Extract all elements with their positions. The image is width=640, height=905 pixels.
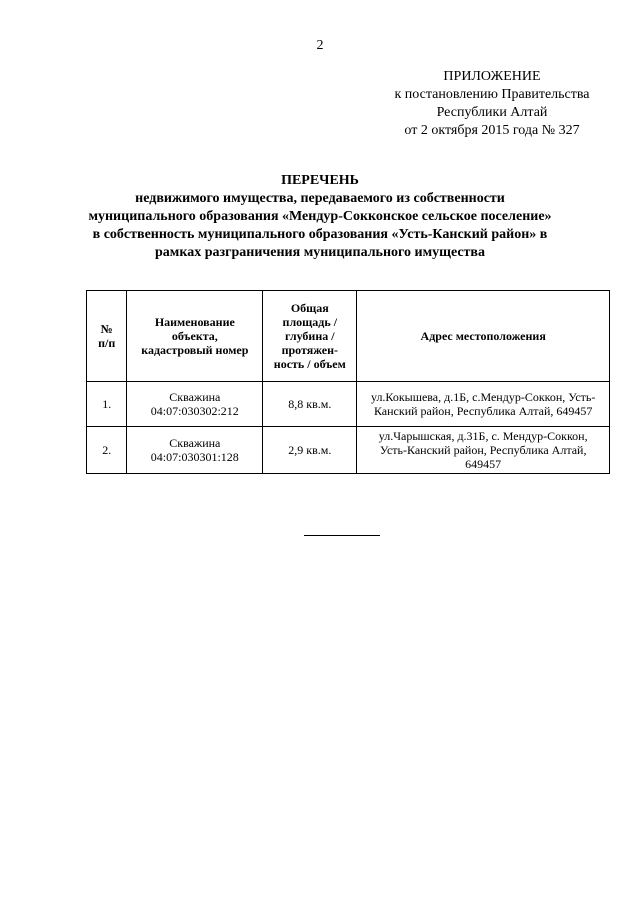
- cell-name: Скважина 04:07:030301:128: [127, 427, 263, 474]
- cell-address: ул.Кокышева, д.1Б, с.Мендур-Соккон, Усть- Канский район, Республика Алтай, 649457: [357, 382, 610, 427]
- table-header-row: [87, 291, 610, 382]
- heading-line: в собственность муниципального образования «Усть-Канский район» в: [92, 227, 548, 242]
- table-row: [87, 427, 610, 474]
- header-area: Общая площадь / глубина / протяжен- ность / объем: [263, 291, 357, 382]
- cell-name: Скважина 04:07:030302:212: [127, 382, 263, 427]
- heading-line: муниципального образования «Мендур-Сокконское сельское поселение»: [88, 209, 552, 224]
- page-number: 2: [316, 38, 324, 53]
- cell-number: 2.: [87, 427, 127, 474]
- appendix-line: к постановлению Правительства: [394, 87, 590, 102]
- cell-address: ул.Чарышская, д.31Б, с. Мендур-Соккон, Усть-Канский район, Республика Алтай, 649457: [357, 427, 610, 474]
- appendix-line: Республики Алтай: [436, 105, 548, 120]
- closing-divider: [304, 535, 380, 536]
- cell-number: 1.: [87, 382, 127, 427]
- appendix-title: ПРИЛОЖЕНИЕ: [443, 69, 541, 84]
- document-heading: [60, 172, 580, 262]
- appendix-block: [352, 68, 632, 140]
- header-address: Адрес местоположения: [357, 291, 610, 382]
- appendix-line: от 2 октября 2015 года № 327: [404, 123, 580, 138]
- heading-line: рамках разграничения муниципального имущества: [155, 245, 485, 260]
- cell-area: 8,8 кв.м.: [263, 382, 357, 427]
- heading-line: недвижимого имущества, передаваемого из собственности: [135, 191, 505, 206]
- property-table: [86, 290, 610, 474]
- heading-title: ПЕРЕЧЕНЬ: [281, 173, 359, 188]
- header-name: Наименование объекта, кадастровый номер: [127, 291, 263, 382]
- header-number: № п/п: [87, 291, 127, 382]
- cell-area: 2,9 кв.м.: [263, 427, 357, 474]
- table-row: [87, 382, 610, 427]
